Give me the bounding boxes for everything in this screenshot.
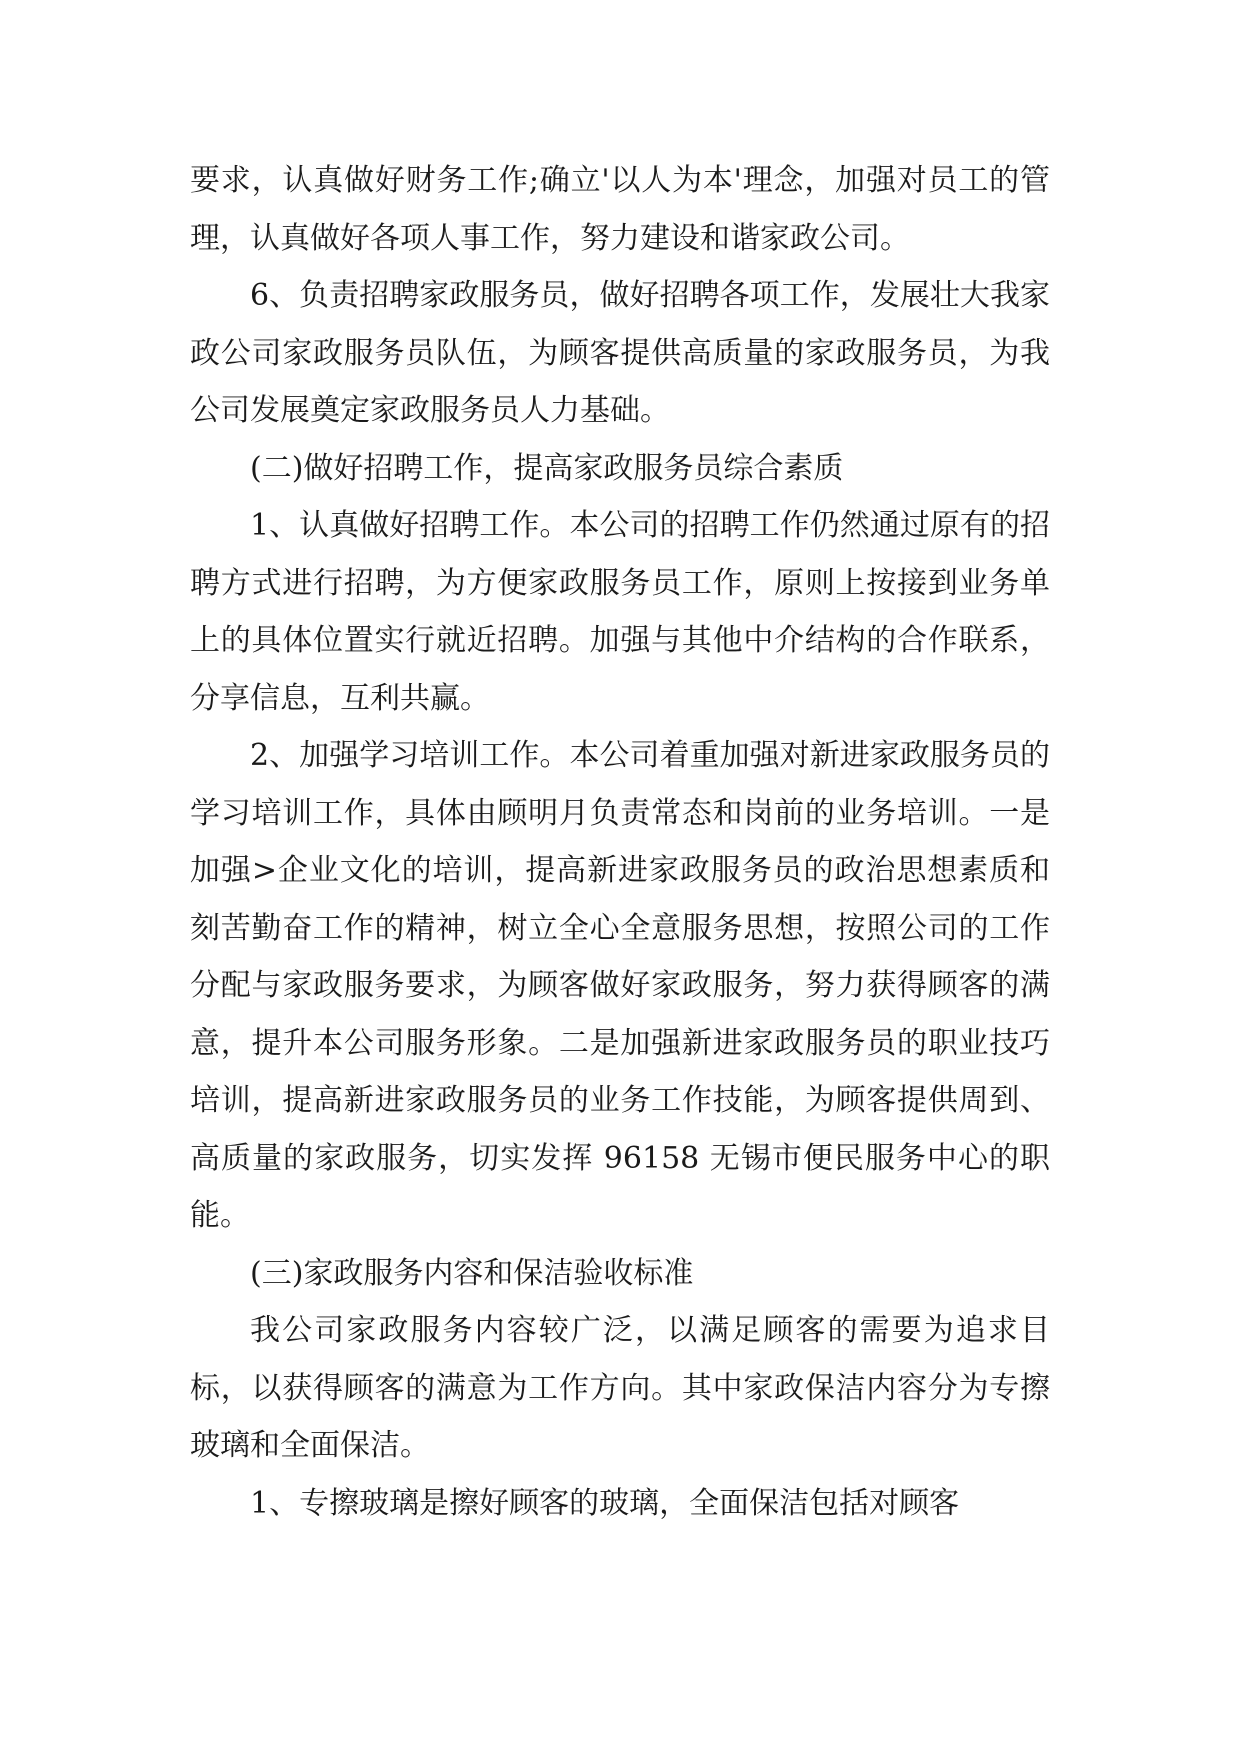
paragraph-continuation: 要求，认真做好财务工作;确立'以人为本'理念，加强对员工的管理，认真做好各项人事工作，努力建设和谐家政公司。 [190, 163, 1050, 256]
paragraph-training: 2、加强学习培训工作。本公司着重加强对新进家政服务员的学习培训工作，具体由顾明月负责常态和岗前的业务培训。一是加强>企业文化的培训，提高新进家政服务员的政治思想素质和刻苦勤奋工作的精神，树立全心全意服务思想，按照公司的工作分配与家政服务要求，为顾客做好家政服务，努力获得顾客的满意，提升本公司服务形象。二是加强新进家政服务员的职业技巧培训，提高新进家政服务员的业务工作技能，为顾客提供周到、高质量的家政服务，切实发挥 96158 无锡市便民服务中心的职能。 [190, 738, 1050, 1233]
paragraph-recruitment: 1、认真做好招聘工作。本公司的招聘工作仍然通过原有的招聘方式进行招聘，为方便家政服务员工作，原则上按接到业务单上的具体位置实行就近招聘。加强与其他中介结构的合作联系，分享信息，互利共赢。 [190, 508, 1050, 716]
paragraph-service-content: 我公司家政服务内容较广泛，以满足顾客的需要为追求目标，以获得顾客的满意为工作方向。其中家政保洁内容分为专擦玻璃和全面保洁。 [190, 1313, 1050, 1463]
paragraph-window-cleaning: 1、专擦玻璃是擦好顾客的玻璃，全面保洁包括对顾客 [250, 1485, 960, 1521]
section-heading-3: (三)家政服务内容和保洁验收标准 [250, 1255, 694, 1291]
paragraph-item-6: 6、负责招聘家政服务员，做好招聘各项工作，发展壮大我家政公司家政服务员队伍，为顾客提供高质量的家政服务员，为我公司发展奠定家政服务员人力基础。 [190, 278, 1050, 428]
section-heading-2: (二)做好招聘工作，提高家政服务员综合素质 [250, 450, 844, 486]
document-body [190, 152, 1050, 1532]
